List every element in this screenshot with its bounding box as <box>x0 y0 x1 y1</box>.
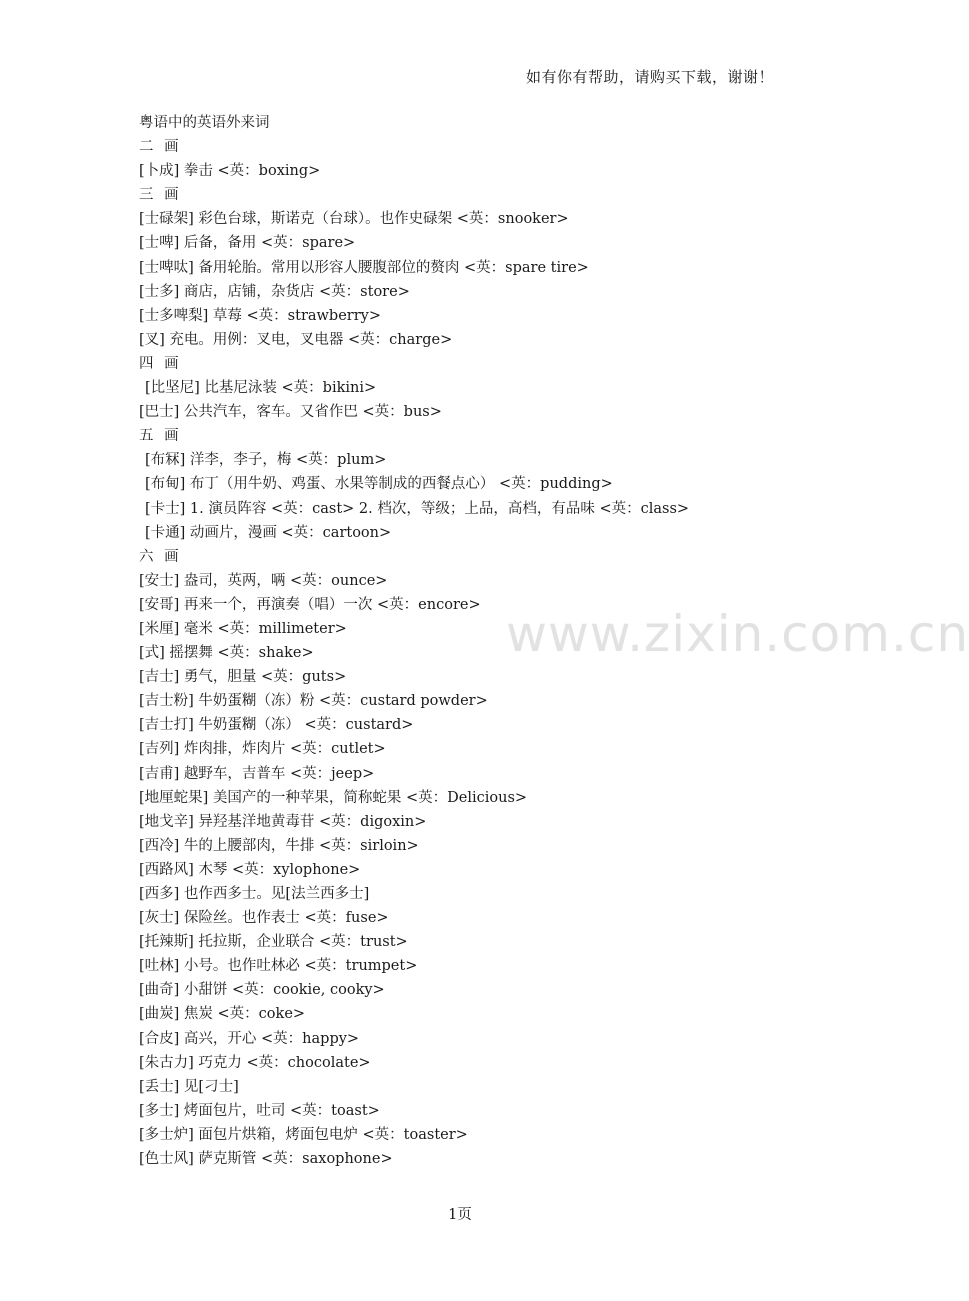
dictionary-entry: [吉列] 炸肉排，炸肉片 <英：cutlet> <box>139 741 386 758</box>
dictionary-entry: [合皮] 高兴，开心 <英：happy> <box>139 1030 360 1047</box>
dictionary-entry: [地厘蛇果] 美国产的一种苹果，简称蛇果 <英：Delicious> <box>139 789 528 806</box>
dictionary-entry: [卡士] 1. 演员阵容 <英：cast> 2. 档次，等级；上品，高档，有品味 <英：class> <box>145 500 690 517</box>
stroke-count-heading: 五 画 <box>139 428 182 445</box>
dictionary-entry: [丢士] 见[刁士] <box>139 1078 239 1095</box>
stroke-count-heading: 二 画 <box>139 139 182 156</box>
dictionary-entry: [多士炉] 面包片烘箱，烤面包电炉 <英：toaster> <box>139 1126 468 1143</box>
dictionary-entry: [西多] 也作西多士。见[法兰西多士] <box>139 886 370 902</box>
dictionary-entry: [布甸] 布丁（用牛奶、鸡蛋、水果等制成的西餐点心） <英：pudding> <box>145 476 613 493</box>
dictionary-entry: [布冧] 洋李，李子，梅 <英：plum> <box>145 452 387 469</box>
dictionary-entry: [吉士粉] 牛奶蛋糊（冻）粉 <英：custard powder> <box>139 693 488 710</box>
dictionary-entry: [式] 摇摆舞 <英：shake> <box>139 645 314 662</box>
document-title: 粤语中的英语外来词 <box>139 115 270 131</box>
dictionary-entry: [朱古力] 巧克力 <英：chocolate> <box>139 1054 371 1071</box>
dictionary-entry: [士多啤梨] 草莓 <英：strawberry> <box>139 307 382 324</box>
dictionary-entry: [士多] 商店，店铺，杂货店 <英：store> <box>139 283 410 300</box>
dictionary-entry: [比坚尼] 比基尼泳装 <英：bikini> <box>145 380 377 397</box>
stroke-count-heading: 四 画 <box>139 355 182 372</box>
document-body <box>139 111 879 1171</box>
page-number: 1页 <box>448 1207 472 1223</box>
watermark: www.zixin.com.cn <box>506 605 969 663</box>
dictionary-entry: [色士风] 萨克斯管 <英：saxophone> <box>139 1151 393 1168</box>
dictionary-entry: [卜成] 拳击 <英：boxing> <box>139 163 321 180</box>
dictionary-entry: [士啤呔] 备用轮胎。常用以形容人腰腹部位的赘肉 <英：spare tire> <box>139 259 589 276</box>
dictionary-entry: [西冷] 牛的上腰部肉，牛排 <英：sirloin> <box>139 837 419 854</box>
entry-list <box>139 135 879 1171</box>
dictionary-entry: [托辣斯] 托拉斯，企业联合 <英：trust> <box>139 934 408 951</box>
dictionary-entry: [米厘] 毫米 <英：millimeter> <box>139 620 347 637</box>
stroke-count-heading: 六 画 <box>139 548 182 565</box>
dictionary-entry: [士啤] 后备，备用 <英：spare> <box>139 235 356 252</box>
dictionary-entry: [西路风] 木琴 <英：xylophone> <box>139 861 361 878</box>
dictionary-entry: [灰士] 保险丝。也作表士 <英：fuse> <box>139 910 389 927</box>
dictionary-entry: [卡通] 动画片，漫画 <英：cartoon> <box>145 524 392 541</box>
dictionary-entry: [吉士] 勇气，胆量 <英：guts> <box>139 669 347 686</box>
dictionary-entry: [安哥] 再来一个，再演奏（唱）一次 <英：encore> <box>139 596 481 613</box>
dictionary-entry: [曲奇] 小甜饼 <英：cookie, cooky> <box>139 982 385 999</box>
dictionary-entry: [士碌架] 彩色台球，斯诺克（台球）。也作史碌架 <英：snooker> <box>139 211 569 228</box>
dictionary-entry: [地戈辛] 异羟基洋地黄毒苷 <英：digoxin> <box>139 813 427 830</box>
stroke-count-heading: 三 画 <box>139 187 182 204</box>
dictionary-entry: [吐林] 小号。也作吐林必 <英：trumpet> <box>139 958 418 975</box>
dictionary-entry: [吉甫] 越野车，吉普车 <英：jeep> <box>139 765 375 782</box>
dictionary-entry: [曲炭] 焦炭 <英：coke> <box>139 1006 306 1023</box>
dictionary-entry: [叉] 充电。用例：叉电，叉电器 <英：charge> <box>139 331 453 348</box>
dictionary-entry: [多士] 烤面包片，吐司 <英：toast> <box>139 1102 380 1119</box>
dictionary-entry: [巴士] 公共汽车，客车。又省作巴 <英：bus> <box>139 404 442 421</box>
header-note: 如有你有帮助，请购买下载，谢谢！ <box>525 68 774 86</box>
dictionary-entry: [安士] 盎司，英两，唡 <英：ounce> <box>139 572 388 589</box>
dictionary-entry: [吉士打] 牛奶蛋糊（冻） <英：custard> <box>139 717 414 734</box>
